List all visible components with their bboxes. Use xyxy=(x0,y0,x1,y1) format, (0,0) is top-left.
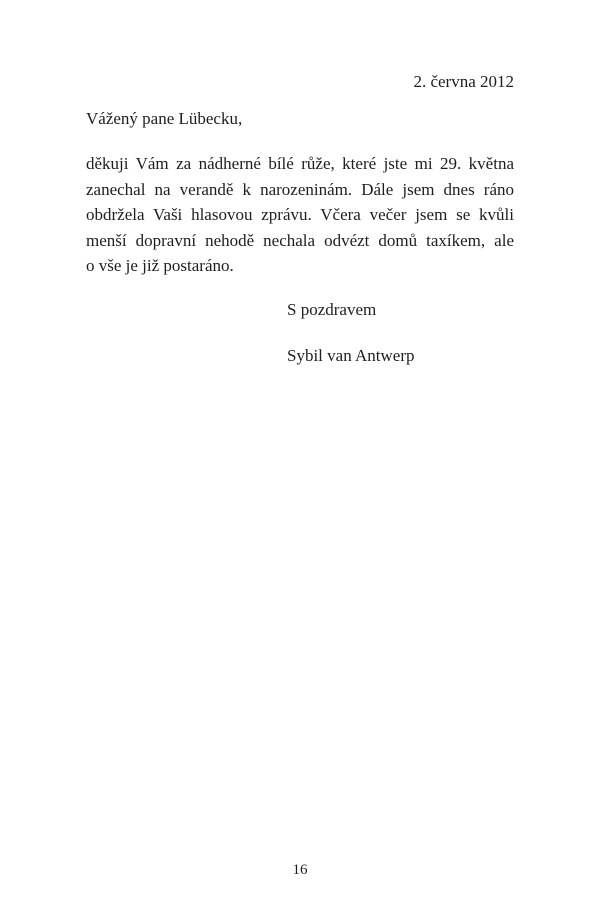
letter-body-line: o vše je již postaráno. xyxy=(86,256,234,275)
letter-date: 2. června 2012 xyxy=(413,72,514,91)
letter-salutation: Vážený pane Lübecku, xyxy=(86,109,243,128)
letter-body-line: menší dopravní nehodě nechala odvézt domů taxíkem, ale xyxy=(86,230,514,250)
letter-body-line: děkuji Vám za nádherné bílé růže, které jste mi 29. května xyxy=(86,154,514,173)
letter-body-line: zanechal na verandě k narozeninám. Dále jsem dnes ráno xyxy=(86,179,514,199)
page-number: 16 xyxy=(292,862,308,878)
letter-body xyxy=(86,151,514,279)
letter-signature: Sybil van Antwerp xyxy=(287,346,415,365)
letter-body-line: obdržela Vaši hlasovou zprávu. Včera večer jsem se kvůli xyxy=(86,205,514,224)
letter-closing: S pozdravem xyxy=(287,300,377,319)
